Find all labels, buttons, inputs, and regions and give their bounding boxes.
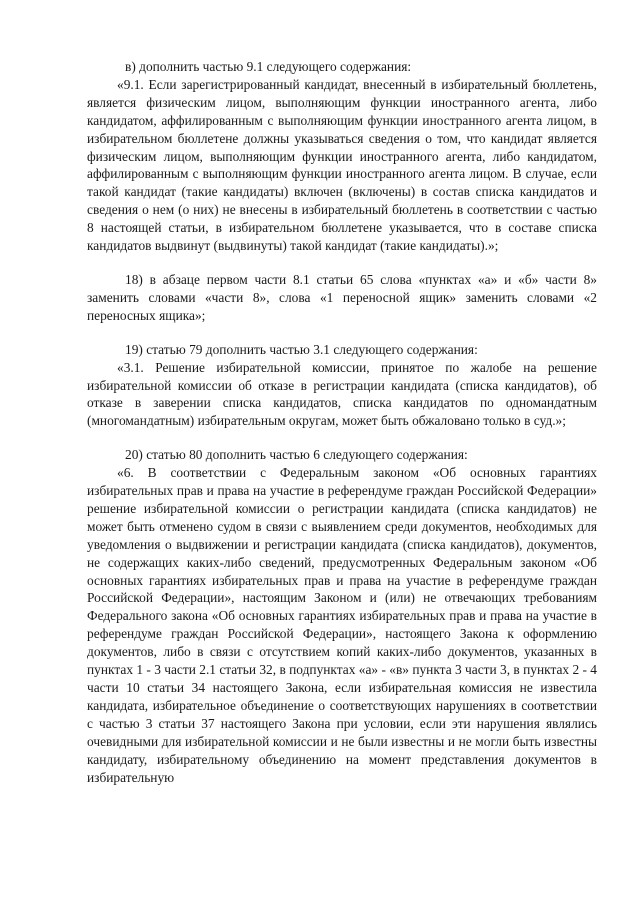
spacer xyxy=(87,430,597,446)
paragraph-quote-9-1: «9.1. Если зарегистрированный кандидат, внесенный в избирательный бюллетень, является физическим лицом, выполняющим функции иностранного агента, либо кандидатом, аффилированным с выполняющим функции иностранного агента лицом, в избирательном бюллетене должны указываться сведения о том, что кандидат является физическим лицом, выполняющим функции иностранного агента, либо кандидатом, аффилированным с выполняющим функции иностранного агента лицом. В случае, если такой кандидат (такие кандидаты) включен (включены) в состав списка кандидатов и сведения о нем (о них) не внесены в избирательный бюллетень в соответствии с частью 8 настоящей статьи, в избирательном бюллетене указывается, что в составе списка кандидатов выдвинут (выдвинуты) такой кандидат (такие кандидаты).»; xyxy=(87,76,597,254)
spacer xyxy=(87,255,597,271)
paragraph-quote-3-1: «3.1. Решение избирательной комиссии, принятое по жалобе на решение избирательной комиссии об отказе в регистрации кандидата (списка кандидатов), об отказе в заверении списка кандидатов, списка кандидатов по одномандатным (многомандатным) избирательным округам, может быть обжаловано только в суд.»; xyxy=(87,359,597,429)
paragraph-item-19: 19) статью 79 дополнить частью 3.1 следующего содержания: xyxy=(125,341,478,357)
paragraph-quote-6: «6. В соответствии с Федеральным законом «Об основных гарантиях избирательных прав и права на участие в референдуме граждан Российской Федерации» решение избирательной комиссии о регистрации кандидата (списка кандидатов) не может быть отменено судом в связи с выявлением среди документов, необходимых для уведомления о выдвижении и регистрации кандидата (списка кандидатов), документов, не содержащих каких-либо сведений, предусмотренных Федеральным законом «Об основных гарантиях избирательных прав и права на участие в референдуме граждан Российской Федерации», настоящим Законом и (или) не отвечающих требованиям Федерального закона «Об основных гарантиях избирательных прав и права на участие в референдуме граждан Российской Федерации», настоящего Закона к оформлению документов, либо в связи с отсутствием копий каких-либо документов, указанных в пунктах 1 - 3 части 2.1 статьи 32, в подпунктах «а» - «в» пункта 3 части 3, в пунктах 2 - 4 части 10 статьи 34 настоящего Закона, если избирательная комиссия не известила кандидата, избирательное объединение о соответствующих нарушениях в соответствии с частью 3 статьи 37 настоящего Закона при условии, если эти нарушения являлись очевидными для избирательной комиссии и не были известны и не могли быть известны кандидату, избирательному объединению на момент представления документов в избирательную xyxy=(87,465,597,785)
document-body xyxy=(87,58,597,786)
spacer xyxy=(87,325,597,341)
paragraph-item-18: 18) в абзаце первом части 8.1 статьи 65 слова «пунктах «а» и «б» части 8» заменить словами «части 8», слова «1 переносной ящик» заменить словами «2 переносных ящика»; xyxy=(87,271,597,323)
paragraph-item-20: 20) статью 80 дополнить частью 6 следующего содержания: xyxy=(125,447,468,463)
paragraph-item-v: в) дополнить частью 9.1 следующего содержания: xyxy=(125,59,412,74)
